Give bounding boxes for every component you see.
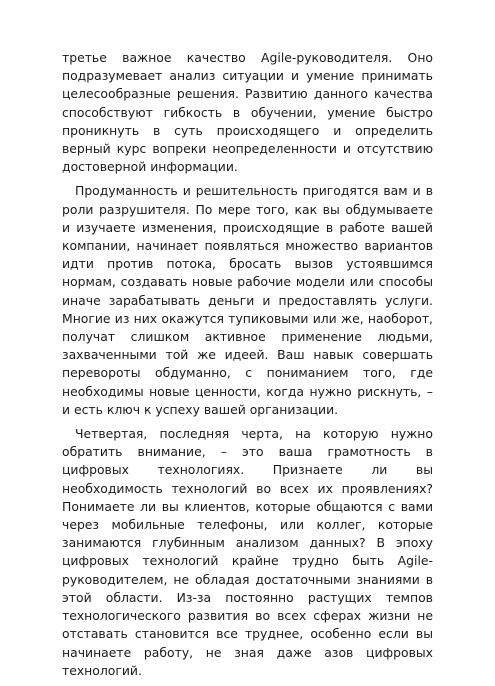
body-text <box>62 49 433 686</box>
paragraph-3: Четвертая, последняя черта, на которую нужно обратить внимание, – это ваша грамотность в цифровых технологиях. Признаете ли вы необходимость технологий во всех их проявлениях? Понимаете ли вы клиентов, которые общаются с вами через мобильные телефоны, или коллег, которые занимаются глубинным анализом данных? В эпоху цифровых технологий крайне трудно быть Agile-руководителем, не обладая достаточными знаниями в этой области. Из-за постоянно растущих темпов технологического развития во всех сферах жизни не отставать становится все труднее, особенно если вы начинаете работу, не зная даже азов цифровых технологий. <box>62 426 433 678</box>
paragraph-2: Продуманность и решительность пригодятся вам и в роли разрушителя. По мере того, как вы обдумываете и изучаете изменения, происходящие в работе вашей компании, начинает появляться множество вариантов идти против потока, бросать вызов устоявшимся нормам, создавать новые рабочие модели или способы иначе зарабатывать деньги и предоставлять услуги. Многие из них окажутся тупиковыми или же, наоборот, получат слишком активное применение людьми, захваченными той же идеей. Ваш навык совершать перевороты обдуманно, с пониманием того, где необходимы новые ценности, когда нужно рискнуть, – и есть ключ к успеху вашей организации. <box>62 183 433 417</box>
paragraph-1: третье важное качество Agile-руководителя. Оно подразумевает анализ ситуации и умение принимать целесообразные решения. Развитию данного качества способствуют гибкость в обучении, умение быстро проникнуть в суть происходящего и определить верный курс вопреки неопределенности и отсутствию достоверной информации. <box>62 50 433 175</box>
